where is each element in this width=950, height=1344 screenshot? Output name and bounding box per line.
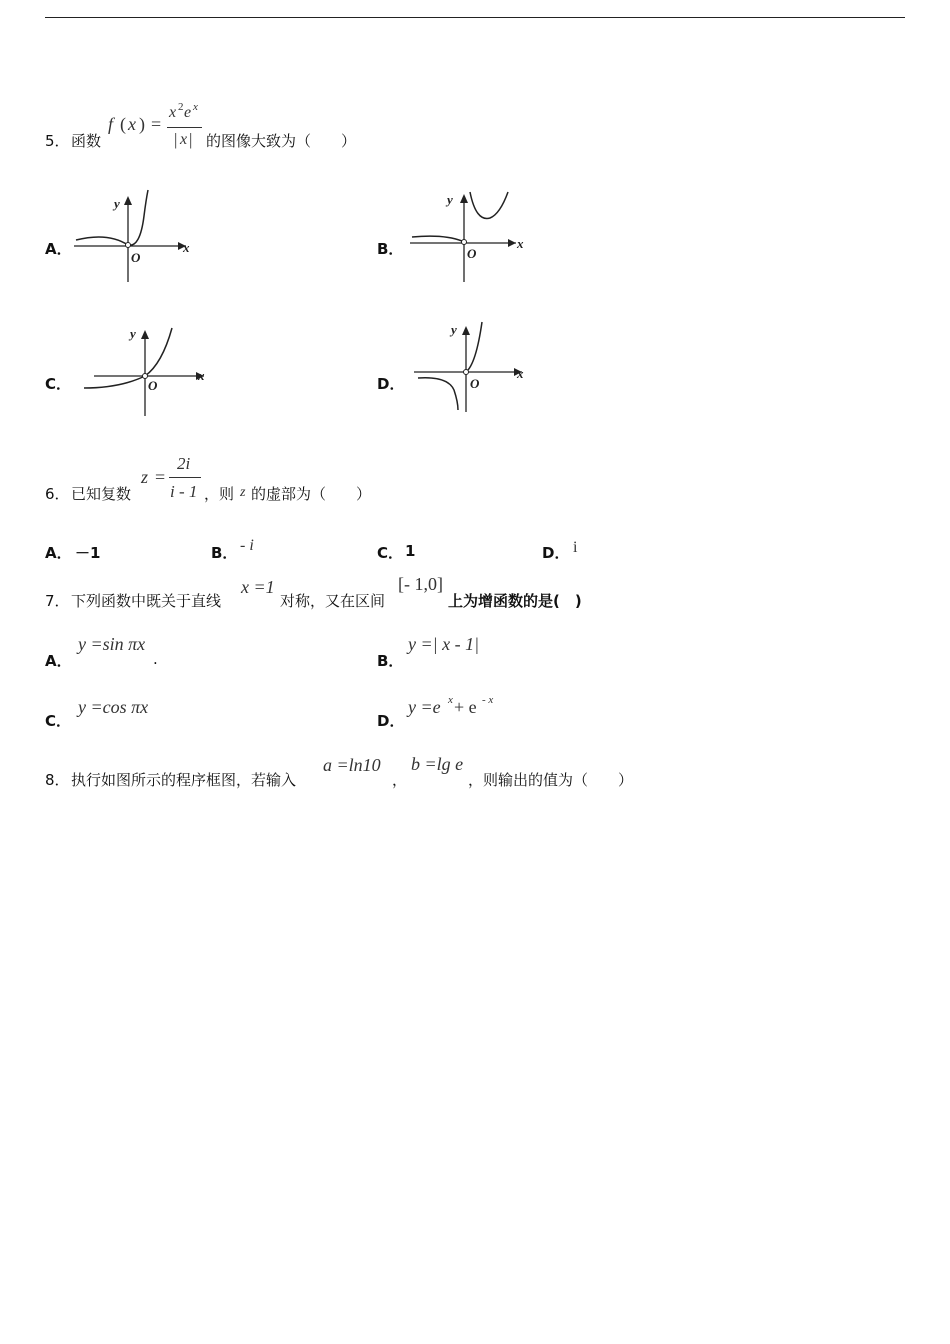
q5-option-d-label[interactable]: D． [377, 375, 405, 393]
svg-text:O: O [467, 246, 477, 261]
svg-text:y: y [447, 192, 453, 207]
q5-option-b-graph[interactable] [404, 186, 534, 286]
q8-stem-end: ，则输出的值为（ ） [468, 771, 634, 789]
svg-text:x: x [198, 368, 205, 383]
q8-stem-start: 执行如图所示的程序框图，若输入 [71, 771, 297, 789]
q6-stem-end: 的虚部为（ ） [251, 485, 372, 503]
svg-text:y: y [114, 196, 120, 211]
q6-option-b-value[interactable]: - i [240, 537, 254, 554]
q5-option-b-label[interactable]: B． [377, 240, 404, 258]
q6-option-c-value[interactable]: 1 [405, 542, 416, 560]
q6-option-c-label[interactable]: C． [377, 544, 404, 562]
svg-text:O: O [131, 250, 141, 265]
q6-option-a-value[interactable]: －1 [75, 544, 101, 562]
q7-option-a-expr[interactable]: y =sin πx [78, 634, 146, 654]
q6-option-b-label[interactable]: B． [211, 544, 238, 562]
q5-option-a-label[interactable]: A． [45, 240, 72, 258]
q6-stem-mid: ，则 [204, 485, 235, 503]
svg-text:x: x [183, 240, 190, 255]
q6-option-a-label[interactable]: A． [45, 544, 72, 562]
q5-option-c-graph[interactable] [80, 322, 210, 422]
q6-option-d-value[interactable]: i [573, 539, 578, 556]
q5-option-d-graph[interactable] [404, 318, 534, 418]
q7-stem-end: 上为增函数的是( ) [448, 592, 582, 610]
q7-stem-mid: 对称，又在区间 [280, 592, 386, 610]
q6-stem-z: z [240, 485, 246, 500]
q7-option-a-suffix: . [153, 650, 158, 668]
q7-line-expr: x =1 [241, 577, 275, 597]
svg-text:y: y [130, 326, 136, 341]
q5-stem-start: 函数 [71, 132, 102, 150]
q7-option-b-label[interactable]: B． [377, 652, 404, 670]
q5-option-c-label[interactable]: C． [45, 375, 72, 393]
q7-option-a-label[interactable]: A． [45, 652, 72, 670]
svg-text:O: O [470, 376, 480, 391]
q8-comma: ， [392, 771, 408, 789]
q7-number: 7． [45, 592, 70, 610]
q6-number: 6． [45, 485, 70, 503]
q7-option-b-expr[interactable]: y =| x - 1| [408, 634, 480, 654]
q7-interval: [- 1,0] [398, 574, 443, 594]
q8-b-expr: b =lg e [411, 754, 464, 774]
q7-option-c-expr[interactable]: y =cos πx [78, 697, 149, 717]
q7-option-c-label[interactable]: C． [45, 712, 72, 730]
q5-stem-end: 的图像大致为（ ） [206, 132, 357, 150]
svg-text:x: x [517, 366, 524, 381]
header-rule [45, 17, 905, 18]
svg-text:x: x [517, 236, 524, 251]
q6-option-d-label[interactable]: D． [542, 544, 570, 562]
svg-text:y: y [451, 322, 457, 337]
q5-option-a-graph[interactable] [68, 186, 198, 286]
q6-stem-start: 已知复数 [71, 485, 132, 503]
svg-text:O: O [148, 378, 158, 393]
q5-number: 5． [45, 132, 70, 150]
q8-number: 8． [45, 771, 70, 789]
q8-a-expr: a =ln10 [323, 755, 381, 775]
q7-option-d-label[interactable]: D． [377, 712, 405, 730]
q7-stem-start: 下列函数中既关于直线 [71, 592, 222, 610]
